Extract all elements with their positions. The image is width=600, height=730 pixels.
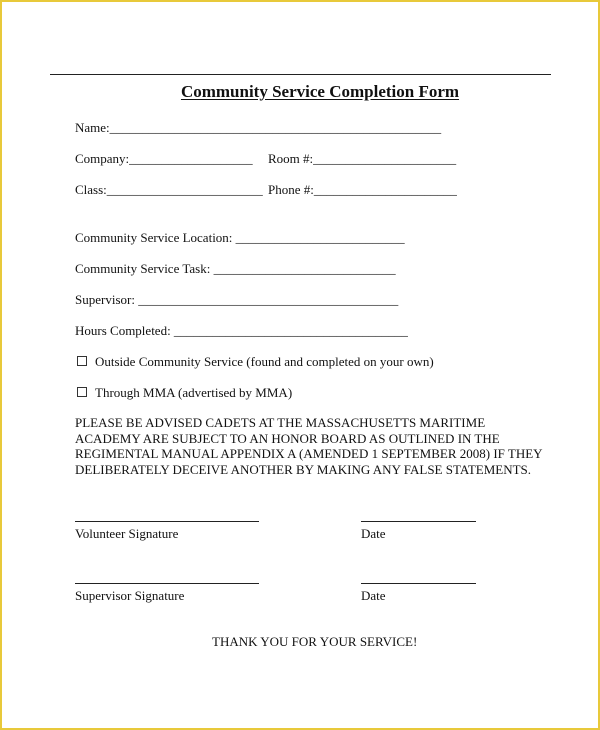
task-field[interactable]: Community Service Task: ____________________________ bbox=[75, 261, 396, 276]
option-outside[interactable] bbox=[77, 354, 434, 370]
option-through-mma[interactable] bbox=[77, 385, 292, 401]
checkbox-icon[interactable] bbox=[77, 356, 87, 366]
option-through-mma-label: Through MMA (advertised by MMA) bbox=[95, 385, 293, 400]
checkbox-icon[interactable] bbox=[77, 387, 87, 397]
honor-board-notice: PLEASE BE ADVISED CADETS AT THE MASSACHUSETTS MARITIME ACADEMY ARE SUBJECT TO AN HONOR BOARD AS OUTLINED IN THE REGIMENTAL MANUAL APPENDIX A (AMENDED 1 SEPTEMBER 2008) IF THEY DELIBERATELY DECEIVE ANOTHER BY MAKING ANY FALSE STATEMENTS. bbox=[75, 415, 543, 477]
supervisor-signature-label: Supervisor Signature bbox=[75, 588, 185, 603]
form-page bbox=[2, 2, 598, 728]
hours-field[interactable]: Hours Completed: ____________________________________ bbox=[75, 323, 408, 338]
closing-message: THANK YOU FOR YOUR SERVICE! bbox=[212, 634, 418, 649]
form-title: Community Service Completion Form bbox=[180, 82, 460, 101]
supervisor-field[interactable]: Supervisor: ________________________________________ bbox=[75, 292, 399, 307]
room-field[interactable]: Room #:______________________ bbox=[268, 151, 457, 166]
company-field[interactable]: Company:___________________ bbox=[75, 151, 253, 166]
class-field[interactable]: Class:________________________ bbox=[75, 182, 263, 197]
option-outside-label: Outside Community Service (found and completed on your own) bbox=[95, 354, 434, 369]
volunteer-date-label: Date bbox=[361, 526, 386, 541]
volunteer-date-line[interactable] bbox=[361, 521, 476, 522]
supervisor-date-label: Date bbox=[361, 588, 386, 603]
supervisor-date-line[interactable] bbox=[361, 583, 476, 584]
header-rule bbox=[50, 74, 551, 75]
name-field[interactable]: Name:___________________________________________________ bbox=[75, 120, 442, 135]
phone-field[interactable]: Phone #:______________________ bbox=[268, 182, 457, 197]
volunteer-signature-label: Volunteer Signature bbox=[75, 526, 179, 541]
volunteer-signature-line[interactable] bbox=[75, 521, 259, 522]
location-field[interactable]: Community Service Location: __________________________ bbox=[75, 230, 405, 245]
supervisor-signature-line[interactable] bbox=[75, 583, 259, 584]
